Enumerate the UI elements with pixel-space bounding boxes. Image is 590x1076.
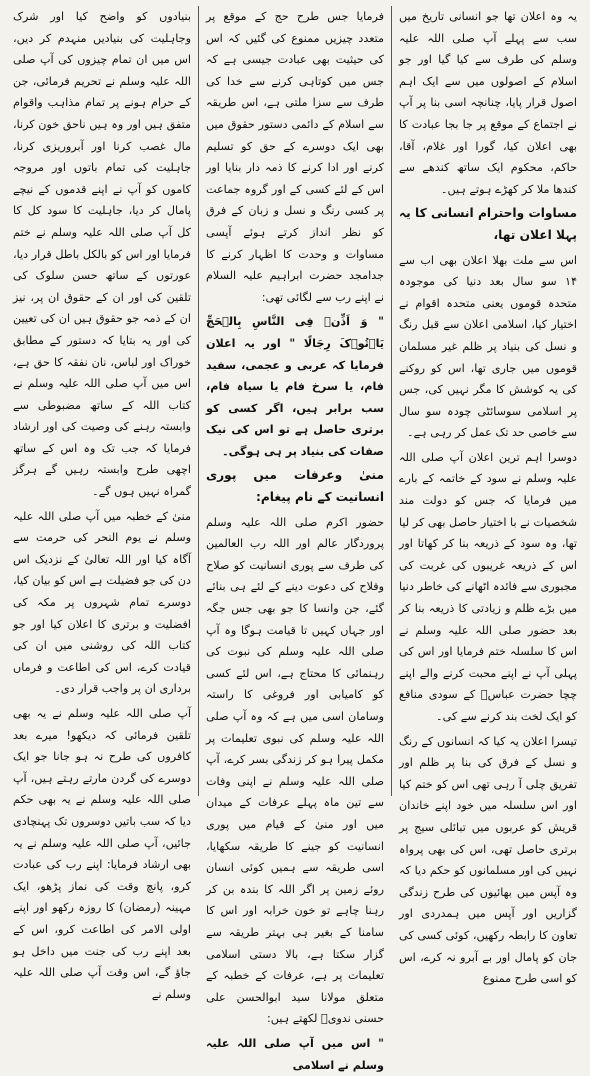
quote-paragraph: " اس میں آپ صلی اللہ علیہ وسلم نے اسلامی [206,1036,384,1072]
column-left [6,6,199,1001]
paragraph: منیٰ کے خطبہ میں آپ صلی اللہ علیہ وسلم نے یوم النحر کی حرمت سے آگاہ کیا اور اللہ تعالیٰ کے نزدیک اس دن کی جو فضیلت ہے اس کو بیان کیا، دوسرے تمام شہروں پر مکہ کی افضلیت و برتری کا اعلان کیا اور جو کتاب اللہ کی روشنی میں ان کی قیادت کرے، اس کی اطاعت و فرماں برداری ان پر واجب قرار دی۔ [13,509,191,696]
paragraph: فرمایا جس طرح حج کے موقع پر متعدد چیزیں ممنوع کی گئیں کہ اس کی حیثیت بھی عبادت جیسی ہے کہ جس میں کوتاہی کرنے سے خدا کی طرف سے سزا ملتی ہے، اس طریقہ سے اسلام کے دائمی دستور حقوق میں بھی ایک دوسرے کے حق کو تسلیم کرنے اور ادا کرنے کا ذمہ دار بنایا اور اس کے لئے کسی کے اور گروہ جماعت پر کسی رنگ و نسل و زبان کے فرق کو نظر انداز کرتے ہوئے آپسی مساوات و وحدت کا اظہار کرنے کا جدامجد حضرت ابراہیم علیہ السلام نے اپنے رب سے لگائی تھی: [206,10,384,304]
section-heading: مساوات واحترام انسانی کا یہ پہلا اعلان تھا، [399,206,577,242]
quote-paragraph: " وَ اَذِّنۡ فِی النَّاسِ بِالۡحَجِّ یَاۡتُوۡکَ رِجَالًا " اور یہ اعلان فرمایا کہ عربی و عجمی، سفید فام، یا سرخ فام یا سیاہ فام، سب برابر ہیں، اگر کسی کو برتری حاصل ہے تو اس کی نیک صفات کی بنیاد پر ہی ہوگی۔ [206,315,384,458]
section-heading: منیٰ وعرفات میں پوری انسانیت کے نام پیغام: [206,468,384,505]
column-right [392,6,584,986]
paragraph: بنیادوں کو واضح کیا اور شرک وجاہلیت کی بنیادیں منہدم کر دیں، اس میں ان تمام چیزوں کی آپ صلی اللہ علیہ وسلم نے تحریم فرمائی، جن کے حرام ہونے پر تمام مذاہب واقوام متفق ہیں اور وہ ہیں ناحق خون کرنا، مال غصب کرنا اور آبروریزی کرنا، جاہلیت کی تمام باتوں اور مروجہ کاموں کو آپ نے اپنے قدموں کے نیچے پامال کر دیا، جاہلیت کا سود کل کا کل آپ صلی اللہ علیہ وسلم نے ختم فرمایا اور اس کو بالکل باطل قرار دیا، عورتوں کے ساتھ حسن سلوک کی تلقین کی اور ان کے حقوق ان پر، نیز ان کے ذمہ جو حقوق ہیں ان کی تعیین کی اور یہ بتایا کہ دستور کے مطابق خوراک اور لباس، نان نفقہ کا حق ہے، اس میں آپ صلی اللہ علیہ وسلم نے کتاب اللہ کے ساتھ مضبوطی سے وابستہ رہنے کی وصیت کی اور ارشاد فرمایا کہ جب تک وہ اس کے ساتھ اچھی طرح وابستہ رہیں گے ہرگز گمراہ نہیں ہوں گے۔ [13,10,191,499]
paragraph: اس سے ملت بھلا اعلان بھی اب سے ۱۴ سو سال بعد دنیا کی موجودہ متحدہ قوموں یعنی متحدہ اقوام نے اختیار کیا، اسلامی اعلان سے قبل رنگ و نسل کی بنیاد پر ظلم غیر مسلمان قوموں میں جاری تھا، اس کو روکنے کی یہ کوشش کا مگر نہیں کی، جس پر اسلامی سوسائٹی چودہ سو سال سے خاصی حد تک عمل کر رہی ہے۔ [399,253,577,440]
paragraph: تیسرا اعلان یہ کیا کہ انسانوں کے رنگ و نسل کے فرق کی بنا پر ظلم اور تفریق چلی آ رہی تھی اس کو ختم کیا اور اس سلسلہ میں خود اپنے خاندان قریش کو عربوں میں تبائلی سیج پر برتری حاصل تھی، اس کی بھی پرواہ نہیں کی اور مسلمانوں کو حکم دیا کہ وہ آپس میں بھائیوں کی طرح زندگی گزاریں اور آپس میں ہمدردی اور تعاون کا رابطہ رکھیں، کوئی کسی کی جان کو پامال اور بے آبرو نہ کرے، اس کو اسی طرح ممنوع [399,734,577,986]
paragraph: دوسرا اہم ترین اعلان آپ صلی اللہ علیہ وسلم نے سود کے خاتمہ کے بارے میں فرمایا کہ جس کو دولت مند شخصیات نے با اختیار حاصل بھی کر لیا تھا، وہ سود کے ذریعہ بنا کر کھاتا اور اس کے ذریعہ غریبوں کی غربت کی مجبوری سے فائدہ اٹھانے کی خاطر دنیا میں بڑے ظلم و زیادتی کا ذریعہ بنا کر بعد حضور صلی اللہ علیہ وسلم نے اس کا سلسلہ ختم فرمایا اور اس کی پہلی آپ نے اپنے محبت کرنے والے اپنے چچا حضرت عباسؓ کے سودی منافع کو ایک لخت بند کرنے سے کی۔ [399,450,577,723]
paragraph: حضور اکرم صلی اللہ علیہ وسلم پروردگار عالم اور اللہ رب العالمین کی طرف سے پوری انسانیت کو صلاح وفلاح کی دعوت دینے کے لئے ہی بنائے گئے، جن وانسا کا جو بھی جس جگہ اور جہاں کہیں تا قیامت ہوگا وہ آپ صلی اللہ علیہ وسلم کی نبوت کی رہنمائی کا محتاج ہے، اس لئے کسی کو کامیابی اور فروغی کا راستہ وسامان اسی میں ہے کہ وہ آپ صلی اللہ علیہ وسلم کی نبوی تعلیمات پر مکمل پیرا ہو کر زندگی بسر کرے، آپ صلی اللہ علیہ وسلم نے اپنی وفات سے تین ماہ پہلے عرفات کے میدان میں اور منیٰ کے قیام میں پوری انسانیت کو جینے کا طریقہ سکھایا، اسی طریقہ سے ہمیں کوئی انسان روئے زمین پر اگر اللہ کا بندہ بن کر رہنا چاہے تو خون خرابہ اور اس کا سامنا کے بغیر ہی بہتر طریقہ سے گزار سکتا ہے، بالا دستی اسلامی تعلیمات پر ہے، عرفات کے خطبہ کے متعلق مولانا سید ابوالحسن علی حسنی ندویؒ لکھتے ہیں: [206,515,384,1026]
paragraph: یہ وہ اعلان تھا جو انسانی تاریخ میں سب سے پہلے آپ صلی اللہ علیہ وسلم کی طرف سے کیا گیا اور جو اسلام کے اصولوں میں سے ایک اہم اصول قرار پایا، چنانچہ اسی بنا پر آپ نے اجتماع کے موقع پر جا بجا عبادت کا بھی اعلان کیا، گورا اور غلام، آقا، حاکم، محکوم ایک ساتھ کندھے سے کندھا ملا کر کھڑے ہوتے ہیں۔ [399,10,577,196]
column-middle [199,6,392,1072]
paragraph: آپ صلی اللہ علیہ وسلم نے یہ بھی تلقین فرمائی کہ دیکھو! میرے بعد کافروں کی طرح نہ ہو جانا جو ایک دوسرے کی گردن مارتے رہتے ہیں، آپ صلی اللہ علیہ وسلم نے یہ بھی حکم دیا کہ سب باتیں دوسروں تک پہنچادی جائیں، آپ صلی اللہ علیہ وسلم نے یہ بھی ارشاد فرمایا: اپنے رب کی عبادت کرو، پانچ وقت کی نماز پڑھو، ایک مہینہ (رمضان) کا روزہ رکھو اور اپنے اولی الامر کی اطاعت کرو، اس کے بعد اپنے رب کی جنت میں داخل ہو جاؤ گے، اس وقت آپ صلی اللہ علیہ وسلم نے [13,707,191,1001]
